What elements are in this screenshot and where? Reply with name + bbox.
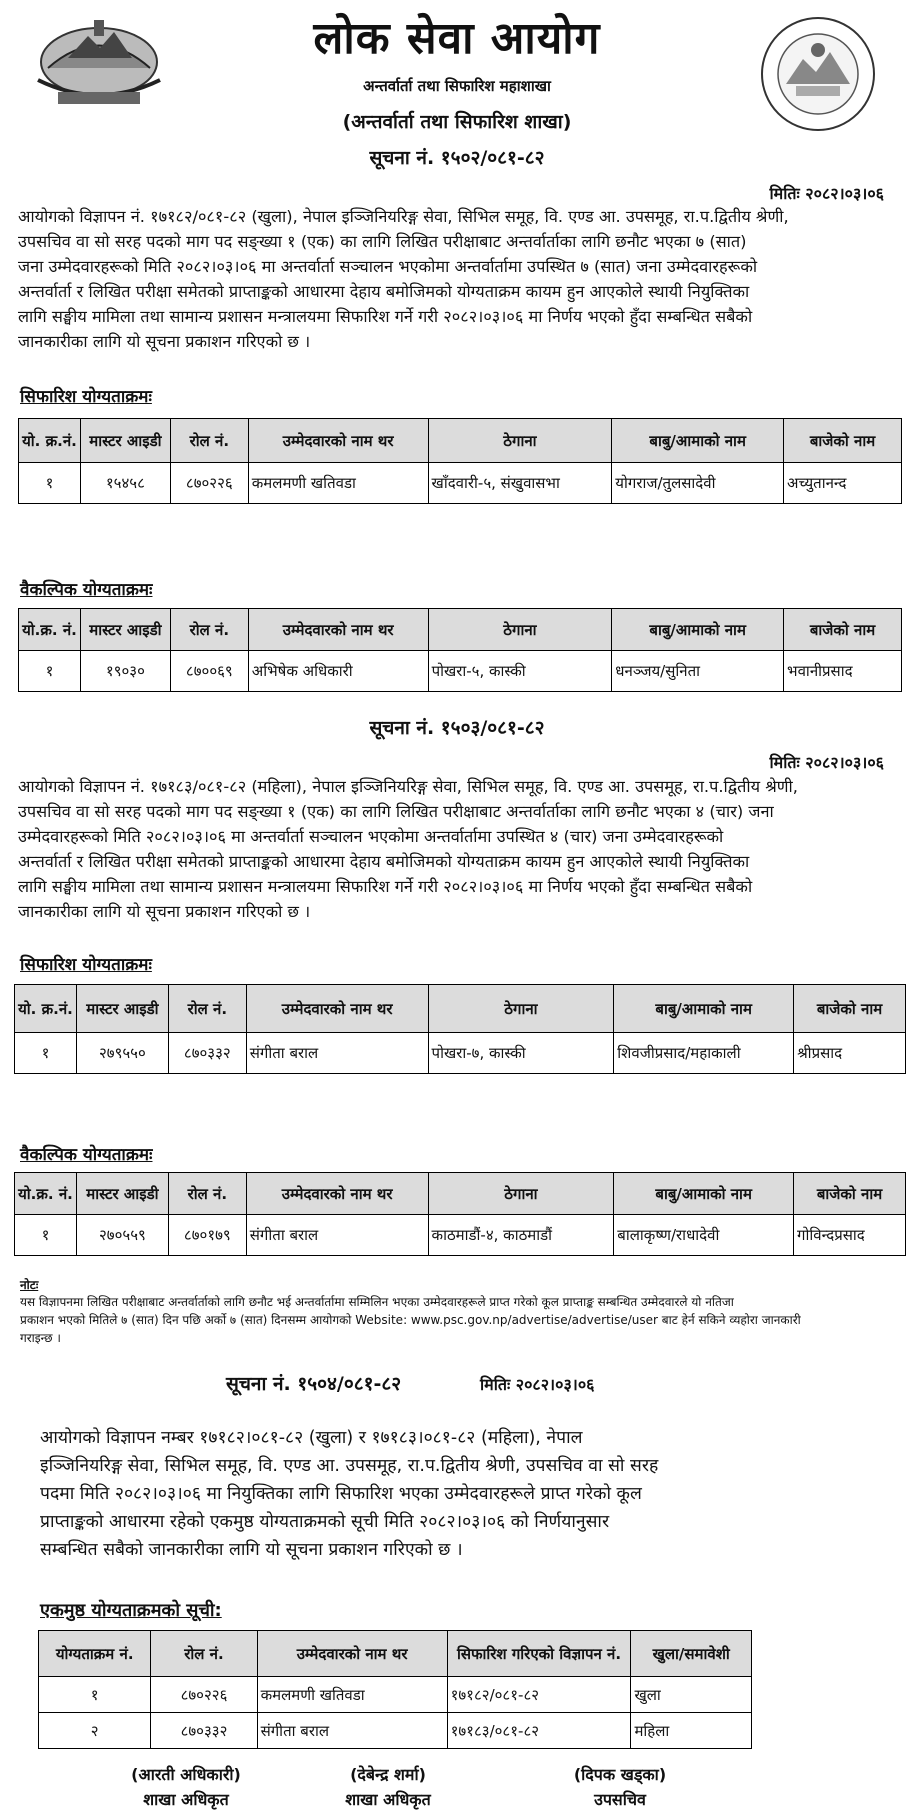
recommend-heading: सिफारिश योग्यताक्रमः [20, 387, 152, 407]
table-cell: पोखरा-७, कास्की [428, 1033, 614, 1074]
note-title: नोटः [20, 1278, 39, 1292]
alternate-heading: वैकल्पिक योग्यताक्रमः [20, 580, 153, 600]
table-cell: संगीता बराल [246, 1033, 428, 1074]
table-cell: बालाकृष्ण/राधादेवी [614, 1215, 794, 1256]
table-cell: अभिषेक अधिकारी [248, 651, 428, 692]
notice-number: सूचना नं. १५०२/०८१-८२ [369, 147, 545, 169]
col-header: ठेगाना [428, 985, 614, 1033]
notice-number: सूचना नं. १५०३/०८१-८२ [369, 717, 545, 739]
signatory-name: (दिपक खड्का) [573, 1765, 667, 1784]
notice-date: मितिः २०८२।०३।०६ [769, 753, 884, 772]
col-header: बाजेको नाम [794, 1173, 906, 1215]
col-header: मास्टर आइडी [76, 985, 168, 1033]
notice-date: मितिः २०८२।०३।०६ [480, 1375, 595, 1394]
col-header: योग्यताक्रम नं. [39, 1631, 151, 1677]
table-cell: २ [39, 1713, 151, 1749]
page-title: लोक सेवा आयोग [313, 13, 601, 64]
col-header: ठेगाना [428, 609, 612, 651]
table-cell: २७९५५० [76, 1033, 168, 1074]
col-header: यो. क्र.नं. [15, 985, 77, 1033]
table-cell: शिवजीप्रसाद/महाकाली [614, 1033, 794, 1074]
table-row [15, 1033, 906, 1074]
table-cell: खाँदवारी-५, संखुवासभा [428, 463, 612, 504]
signatory-title: उपसचिव [594, 1790, 646, 1809]
table-cell: ८७०१७९ [168, 1215, 246, 1256]
table-cell: कमलमणी खतिवडा [248, 463, 428, 504]
table-cell: ८७००६९ [170, 651, 248, 692]
table-cell: २७०५५९ [76, 1215, 168, 1256]
signatory-title: शाखा अधिकृत [143, 1790, 229, 1809]
col-header: उम्मेदवारको नाम थर [246, 1173, 428, 1215]
table-cell: ८७०३३२ [151, 1713, 257, 1749]
table-cell: काठमाडौं-४, काठमाडौं [428, 1215, 614, 1256]
note-text: यस विज्ञापनमा लिखित परीक्षाबाट अन्तर्वार्ताको लागि छनौट भई अन्तर्वार्तामा सम्मिलिन भएका उम्मेदवारहरूले प्राप्त गरेको कूल प्राप्ताङ्क सम्बन्धित उम्मेदवारले यो नतिजा प्रकाशन भएको मितिले ७ (सात) दिन पछि अर्को ७ (सात) दिनसम्म आयोगको Website: www.psc.gov.np/advertise/advertise/user बाट हेर्न सकिने व्यहोरा जानकारी गराइन्छ । [20, 1295, 801, 1345]
table-cell: १ [19, 651, 81, 692]
table-cell: योगराज/तुलसादेवी [612, 463, 784, 504]
table-cell: संगीता बराल [257, 1713, 447, 1749]
table-row [19, 651, 902, 692]
signatory-name: (देबेन्द्र शर्मा) [350, 1765, 426, 1784]
table-cell: ८७०३३२ [168, 1033, 246, 1074]
table-row [39, 1677, 752, 1713]
col-header: उम्मेदवारको नाम थर [248, 419, 428, 463]
col-header: ठेगाना [428, 419, 612, 463]
table-row [15, 1215, 906, 1256]
col-header: बाबु/आमाको नाम [612, 419, 784, 463]
table-cell: १ [39, 1677, 151, 1713]
signatory-title: शाखा अधिकृत [345, 1790, 431, 1809]
notice-number: सूचना नं. १५०४/०८१-८२ [226, 1373, 402, 1395]
table-row [39, 1713, 752, 1749]
section-name: (अन्तर्वार्ता तथा सिफारिश शाखा) [342, 111, 572, 133]
table-cell: १७१८३/०८१-८२ [447, 1713, 631, 1749]
merit-list-table [38, 1630, 752, 1749]
col-header: उम्मेदवारको नाम थर [246, 985, 428, 1033]
signatory-name: (आरती अधिकारी) [131, 1765, 241, 1784]
table-row [19, 463, 902, 504]
col-header: सिफारिश गरिएको विज्ञापन नं. [447, 1631, 631, 1677]
notice-date: मितिः २०८२।०३।०६ [769, 184, 884, 203]
table-cell: भवानीप्रसाद [784, 651, 902, 692]
col-header: रोल नं. [170, 419, 248, 463]
col-header: यो. क्र.नं. [19, 419, 81, 463]
table-cell: संगीता बराल [246, 1215, 428, 1256]
table-cell: अच्युतानन्द [784, 463, 902, 504]
notice-paragraph: आयोगको विज्ञापन नं. १७१८२/०८१-८२ (खुला), नेपाल इञ्जिनियरिङ्ग सेवा, सिभिल समूह, वि. एण्ड आ. उपसमूह, रा.प.द्वितीय श्रेणी, उपसचिव वा सो सरह पदको माग पद सङ्ख्या १ (एक) का लागि लिखित परीक्षाबाट अन्तर्वार्ताका लागि छनौट भएका ७ (सात) जना उम्मेदवारहरूको मिति २०८२।०३।०६ मा अन्तर्वार्ता सञ्चालन भएकोमा अन्तर्वार्तामा उपस्थित ७ (सात) जना उम्मेदवारहरूको अन्तर्वार्ता र लिखित परीक्षा समेतको प्राप्ताङ्कको आधारमा देहाय बमोजिमको योग्यताक्रम कायम हुन आएकोले स्थायी नियुक्तिका लागि सङ्घीय मामिला तथा सामान्य प्रशासन मन्त्रालयमा सिफारिश गर्ने गरी २०८२।०३।०६ मा निर्णय भएको हुँदा सम्बन्धित सबैको जानकारीका लागि यो सूचना प्रकाशन गरिएको छ । [18, 207, 789, 351]
table-cell: १७१८२/०८१-८२ [447, 1677, 631, 1713]
signature-block [86, 1762, 286, 1812]
table-cell: ८७०२२६ [170, 463, 248, 504]
alternate-heading: वैकल्पिक योग्यताक्रमः [20, 1145, 153, 1165]
notice-paragraph: आयोगको विज्ञापन नम्बर १७१८२।०८१-८२ (खुला) र १७१८३।०८१-८२ (महिला), नेपाल इञ्जिनियरिङ्ग सेवा, सिभिल समूह, वि. एण्ड आ. उपसमूह, रा.प.द्वितीय श्रेणी, उपसचिव वा सो सरह पदमा मिति २०८२।०३।०६ मा नियुक्तिका लागि सिफारिश भएका उम्मेदवारहरूले प्राप्त गरेको कूल प्राप्ताङ्कको आधारमा रहेको एकमुष्ठ योग्यताक्रमको सूची मिति २०८२।०३।०६ को निर्णयानुसार सम्बन्धित सबैको जानकारीका लागि यो सूचना प्रकाशन गरिएको छ । [40, 1428, 659, 1560]
table-cell: १५४५८ [80, 463, 170, 504]
col-header: यो.क्र. नं. [15, 1173, 77, 1215]
table-cell: खुला [631, 1677, 752, 1713]
table-cell: गोविन्दप्रसाद [794, 1215, 906, 1256]
signature-block [520, 1762, 720, 1812]
col-header: बाबु/आमाको नाम [614, 1173, 794, 1215]
table-cell: कमलमणी खतिवडा [257, 1677, 447, 1713]
col-header: बाजेको नाम [784, 609, 902, 651]
notice-paragraph: आयोगको विज्ञापन नं. १७१८३/०८१-८२ (महिला), नेपाल इञ्जिनियरिङ्ग सेवा, सिभिल समूह, वि. एण्ड आ. उपसमूह, रा.प.द्वितीय श्रेणी, उपसचिव वा सो सरह पदको माग पद सङ्ख्या १ (एक) का लागि लिखित परीक्षाबाट अन्तर्वार्ताका लागि छनौट भएका ४ (चार) जना उम्मेदवारहरूको मिति २०८२।०३।०६ मा अन्तर्वार्ता सञ्चालन भएकोमा अन्तर्वार्तामा उपस्थित ४ (चार) जना उम्मेदवारहरूको अन्तर्वार्ता र लिखित परीक्षा समेतको प्राप्ताङ्कको आधारमा देहाय बमोजिमको योग्यताक्रम कायम हुन आएकोले स्थायी नियुक्तिका लागि सङ्घीय मामिला तथा सामान्य प्रशासन मन्त्रालयमा सिफारिश गर्ने गरी २०८२।०३।०६ मा निर्णय भएको हुँदा सम्बन्धित सबैको जानकारीका लागि यो सूचना प्रकाशन गरिएको छ । [18, 777, 798, 921]
col-header: मास्टर आइडी [80, 419, 170, 463]
col-header: बाबु/आमाको नाम [614, 985, 794, 1033]
table-cell: श्रीप्रसाद [794, 1033, 906, 1074]
col-header: मास्टर आइडी [80, 609, 170, 651]
col-header: रोल नं. [168, 985, 246, 1033]
recommend-table [18, 418, 902, 504]
col-header: रोल नं. [168, 1173, 246, 1215]
col-header: मास्टर आइडी [76, 1173, 168, 1215]
table-cell: ८७०२२६ [151, 1677, 257, 1713]
table-cell: १९०३० [80, 651, 170, 692]
recommend-heading: सिफारिश योग्यताक्रमः [20, 955, 152, 975]
recommend-table [14, 984, 906, 1074]
list-heading: एकमुष्ठ योग्यताक्रमको सूची: [40, 1600, 222, 1621]
col-header: बाजेको नाम [794, 985, 906, 1033]
signature-block [288, 1762, 488, 1812]
col-header: उम्मेदवारको नाम थर [257, 1631, 447, 1677]
division-name: अन्तर्वार्ता तथा सिफारिश महाशाखा [363, 77, 551, 95]
table-cell: धनञ्जय/सुनिता [612, 651, 784, 692]
table-cell: महिला [631, 1713, 752, 1749]
table-cell: १ [15, 1033, 77, 1074]
col-header: उम्मेदवारको नाम थर [248, 609, 428, 651]
col-header: रोल नं. [151, 1631, 257, 1677]
col-header: खुला/समावेशी [631, 1631, 752, 1677]
col-header: ठेगाना [428, 1173, 614, 1215]
table-cell: १ [19, 463, 81, 504]
col-header: रोल नं. [170, 609, 248, 651]
table-cell: १ [15, 1215, 77, 1256]
col-header: बाजेको नाम [784, 419, 902, 463]
alternate-table [18, 608, 902, 692]
col-header: बाबु/आमाको नाम [612, 609, 784, 651]
alternate-table [14, 1172, 906, 1256]
col-header: यो.क्र. नं. [19, 609, 81, 651]
table-cell: पोखरा-५, कास्की [428, 651, 612, 692]
